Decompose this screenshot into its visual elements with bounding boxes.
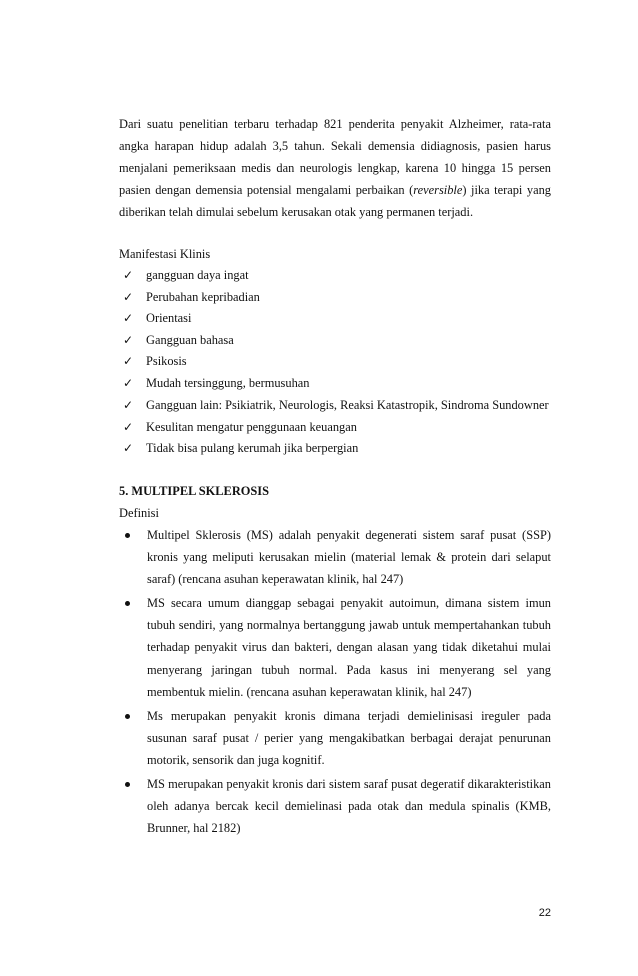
checkmark-icon: ✓: [123, 311, 134, 326]
bullet-dot-icon: [125, 714, 130, 719]
definisi-subheading: Definisi: [119, 505, 159, 520]
manifestasi-item: ✓ Tidak bisa pulang kerumah jika berpergian: [123, 438, 551, 460]
intro-italic-term: reversible: [413, 183, 463, 198]
checkmark-icon: ✓: [123, 441, 134, 456]
checkmark-icon: ✓: [123, 332, 134, 347]
checkmark-icon: ✓: [123, 354, 134, 369]
page-number: 22: [538, 907, 551, 919]
checkmark-icon: ✓: [123, 398, 134, 413]
document-page: [119, 113, 551, 841]
manifestasi-list: [119, 265, 551, 460]
manifestasi-item: ✓ Kesulitan mengatur penggunaan keuangan: [123, 417, 551, 439]
checkmark-icon: ✓: [123, 268, 134, 283]
section-heading: 5. MULTIPEL SKLEROSIS: [119, 483, 270, 498]
manifestasi-heading: Manifestasi Klinis: [119, 247, 211, 262]
bullet-dot-icon: [125, 782, 130, 787]
intro-text-after: ) jika terapi yang diberikan telah dimulai sebelum kerusakan otak yang permanen terjadi.: [119, 183, 551, 220]
manifestasi-item: ✓ Mudah tersinggung, bermusuhan: [123, 373, 551, 395]
manifestasi-item: ✓ Gangguan bahasa: [123, 330, 551, 352]
checkmark-icon: ✓: [123, 419, 134, 434]
definisi-list: [119, 524, 551, 839]
manifestasi-item: ✓ gangguan daya ingat: [123, 265, 551, 287]
bullet-dot-icon: [125, 601, 130, 606]
definisi-item: MS merupakan penyakit kronis dari sistem saraf pusat degeratif dikarakteristikan oleh adanya bercak kecil demielinasi pada otak dan medula spinalis (KMB, Brunner, hal 2182): [119, 773, 551, 839]
definisi-item: Ms merupakan penyakit kronis dimana terjadi demielinisasi ireguler pada susunan saraf pusat / perier yang mengakibatkan berbagai derajat penurunan motorik, sensorik dan juga kognitif.: [119, 705, 551, 771]
intro-text-before: Dari suatu penelitian terbaru terhadap 821 penderita penyakit Alzheimer, rata-rata angka harapan hidup adalah 3,5 tahun. Sekali demensia didiagnosis, pasien harus menjalani pemeriksaan medis dan neurologis lengkap, karena 10 hingga 15 persen pasien dengan demensia potensial mengalami perbaikan (: [119, 117, 551, 198]
manifestasi-item: ✓ Gangguan lain: Psikiatrik, Neurologis, Reaksi Katastropik, Sindroma Sundowner: [123, 394, 551, 417]
definisi-item: Multipel Sklerosis (MS) adalah penyakit degenerati sistem saraf pusat (SSP) kronis yang meliputi kerusakan mielin (material lemak & protein dari selaput saraf) (rencana asuhan keperawatan klinik, hal 247): [119, 524, 551, 590]
manifestasi-item: ✓ Psikosis: [123, 351, 551, 373]
intro-paragraph: [119, 113, 551, 223]
checkmark-icon: ✓: [123, 375, 134, 390]
checkmark-icon: ✓: [123, 289, 134, 304]
manifestasi-item: ✓ Orientasi: [123, 308, 551, 330]
bullet-dot-icon: [125, 533, 130, 538]
definisi-item: MS secara umum dianggap sebagai penyakit autoimun, dimana sistem imun tubuh sendiri, yang normalnya bertanggung jawab untuk mempertahankan tubuh terhadap penyakit virus dan bakteri, dengan alasan yang tidak diketahui mulai menyerang jaringan tubuh normal. Pada kasus ini menyerang sel yang membentuk mielin. (rencana asuhan keperawatan klinik, hal 247): [119, 592, 551, 702]
manifestasi-item: ✓ Perubahan kepribadian: [123, 287, 551, 309]
